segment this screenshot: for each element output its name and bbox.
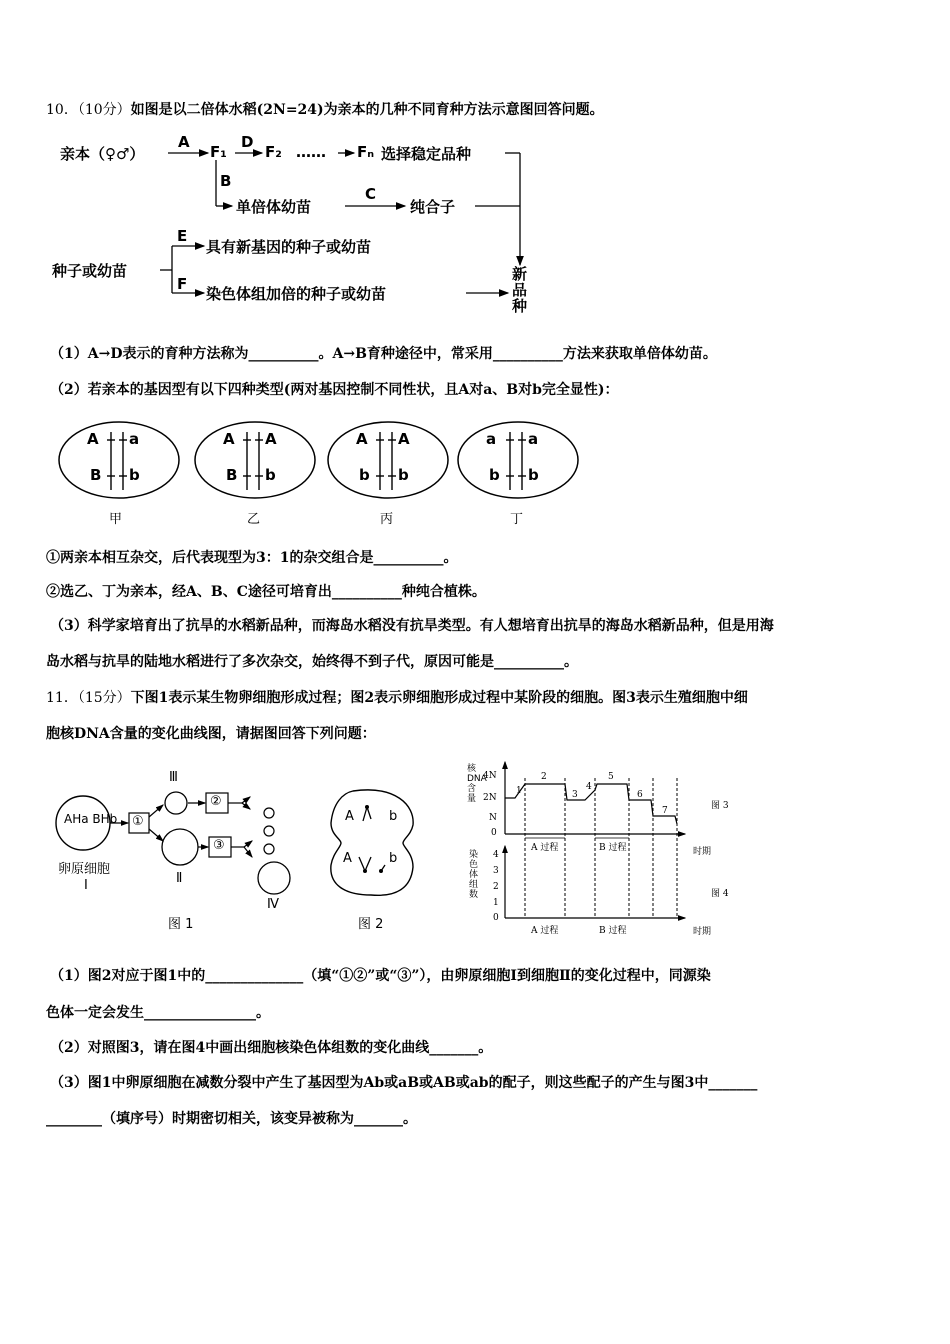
fig3-process-a: A 过程 xyxy=(531,843,559,853)
gene-top-left: a xyxy=(486,430,497,448)
label-a: A xyxy=(178,133,190,151)
label-II: Ⅱ xyxy=(176,871,183,886)
label-3: ③ xyxy=(213,838,225,853)
q10-stem: 如图是以二倍体水稻(2N=24)为亲本的几种不同育种方法示意图回答问题。 xyxy=(130,102,604,118)
breeding-arrows xyxy=(0,0,950,330)
gene-top-left: A xyxy=(87,430,99,448)
q10-sub2-2: ②选乙、丁为亲本，经A、B、C途径可培育出__________种纯合植株。 xyxy=(46,584,486,600)
fn-label: Fₙ xyxy=(357,143,375,161)
figure-2 xyxy=(325,785,425,940)
q10-number: 10． xyxy=(46,102,78,118)
gene-top-right: a xyxy=(129,430,140,448)
fig4-xlabel: 时期 xyxy=(693,927,712,937)
gene-bot-left: B xyxy=(226,466,238,484)
fig3-xlabel: 时期 xyxy=(693,847,712,857)
breeding-diagram xyxy=(0,0,950,330)
q11-sub3-line2: ________（填序号）时期密切相关，该变异被称为_______。 xyxy=(46,1111,417,1127)
stage-6: 6 xyxy=(637,790,643,800)
fig3-process-b: B 过程 xyxy=(599,843,627,853)
label-III: Ⅲ xyxy=(169,770,178,785)
fig4-ytick-2: 2 xyxy=(493,882,499,892)
gene-bot-right: b xyxy=(265,466,276,484)
cell-outline xyxy=(456,420,580,500)
gene-bot-left: b xyxy=(489,466,500,484)
cell-name: 丁 xyxy=(510,512,524,527)
cell-outline xyxy=(326,420,450,500)
gene-bot-left: B xyxy=(90,466,102,484)
q10-sub1: （1）A→D表示的育种方法称为__________。A→B育种途径中，常采用__________方法来获取单倍体幼苗。 xyxy=(50,346,717,362)
genotype-cell-jia xyxy=(57,420,181,525)
genotype-cell-yi xyxy=(193,420,317,525)
fig4-ytick-3: 3 xyxy=(493,866,499,876)
gene-bot-right: b xyxy=(528,466,539,484)
stage-3: 3 xyxy=(572,790,578,800)
doubled-label: 染色体组加倍的种子或幼苗 xyxy=(206,285,387,303)
fig3-ytick-2n: 2N xyxy=(483,793,497,803)
gene-top-left: A xyxy=(356,430,368,448)
figure-1 xyxy=(50,765,320,940)
cell-name: 甲 xyxy=(109,512,123,527)
fig4-process-b: B 过程 xyxy=(599,926,627,936)
f2-label: F₂ xyxy=(265,143,282,161)
gene-top-right: A xyxy=(265,430,277,448)
f1-label: F₁ xyxy=(210,143,227,161)
seed-label: 种子或幼苗 xyxy=(52,262,128,280)
q11-sub1-line2: 色体一定会发生________________。 xyxy=(46,1005,270,1021)
gene-bot-right: b xyxy=(398,466,409,484)
figure-1-caption: 图 1 xyxy=(168,917,194,932)
stage-5: 5 xyxy=(608,772,614,782)
q10-sub2: （2）若亲本的基因型有以下四种类型(两对基因控制不同性状，且A对a、B对b完全显性)： xyxy=(50,382,619,398)
cell-outline xyxy=(57,420,181,500)
q10-sub2-1: ①两亲本相互杂交，后代表现型为3：1的杂交组合是__________。 xyxy=(46,550,458,566)
label-I: Ⅰ xyxy=(84,878,88,893)
gene-top-left: A xyxy=(345,809,354,824)
dots-label: …… xyxy=(296,143,326,161)
gene-top-right: A xyxy=(398,430,410,448)
label-c: C xyxy=(365,185,377,203)
haploid-label: 单倍体幼苗 xyxy=(236,198,312,216)
fig3-caption: 图 3 xyxy=(711,801,729,811)
label-1: ① xyxy=(132,814,144,829)
new-variety-2: 品 xyxy=(512,281,528,299)
label-2: ② xyxy=(210,794,222,809)
stage-2: 2 xyxy=(541,772,547,782)
fig3-ytick-4n: 4N xyxy=(483,771,497,781)
stage-1: 1 xyxy=(516,786,522,796)
q11-stem-line1: 下图1表示某生物卵细胞形成过程；图2表示卵细胞形成过程中某阶段的细胞。图3表示生殖细胞中细 xyxy=(130,690,748,706)
gene-top-right: b xyxy=(389,809,398,824)
q10-sub3-line1: （3）科学家培育出了抗旱的水稻新品种，而海岛水稻没有抗旱类型。有人想培育出抗旱的海岛水稻新品种，但是用海 xyxy=(50,618,774,634)
new-variety-1: 新 xyxy=(512,265,528,283)
fig4-ytick-1: 1 xyxy=(493,898,499,908)
q10-score: （10分） xyxy=(77,102,131,118)
gene-bot-right: b xyxy=(129,466,140,484)
gene-bot-left: A xyxy=(343,851,352,866)
gene-top-right: a xyxy=(528,430,539,448)
fig4-caption: 图 4 xyxy=(711,889,729,899)
fig3-ytick-0: 0 xyxy=(491,828,497,838)
label-IV: Ⅳ xyxy=(267,897,279,912)
dividing-cell-drawing xyxy=(325,785,425,905)
q11-number: 11． xyxy=(46,690,78,706)
fig3-ytick-n: N xyxy=(489,813,497,823)
cell-outline xyxy=(193,420,317,500)
fig4-ytick-0: 0 xyxy=(493,913,499,923)
label-f: F xyxy=(177,275,188,293)
q11-sub3-line1: （3）图1中卵原细胞在减数分裂中产生了基因型为Ab或aB或AB或ab的配子，则这些配子的产生与图3中_______ xyxy=(50,1075,758,1091)
q11-stem-line2: 胞核DNA含量的变化曲线图，请据图回答下列问题： xyxy=(46,726,376,742)
cell-name: 乙 xyxy=(247,512,261,527)
label-b: B xyxy=(220,172,232,190)
cell-name: 丙 xyxy=(380,512,394,527)
new-gene-label: 具有新基因的种子或幼苗 xyxy=(206,238,372,256)
q10-sub3-line2: 岛水稻与抗旱的陆地水稻进行了多次杂交，始终得不到子代，原因可能是__________。 xyxy=(46,654,578,670)
oogonium-label: 卵原细胞 xyxy=(58,862,111,877)
q11-score: （15分） xyxy=(77,690,131,706)
label-e: E xyxy=(177,227,188,245)
fig4-ytick-4: 4 xyxy=(493,850,499,860)
gene-bot-right: b xyxy=(389,851,398,866)
stage-7: 7 xyxy=(662,806,668,816)
stage-4: 4 xyxy=(586,782,592,792)
homozygote-label: 纯合子 xyxy=(410,198,456,216)
genotype-cell-bing xyxy=(326,420,450,525)
cell-genes: AHa BHb xyxy=(64,812,118,826)
fig3-ylabel: 核DNA含量 xyxy=(467,764,487,804)
q11-sub2: （2）对照图3，请在图4中画出细胞核染色体组数的变化曲线_______。 xyxy=(50,1040,493,1056)
fig4-ylabel: 染色体组数 xyxy=(469,850,479,900)
gene-top-left: A xyxy=(223,430,235,448)
new-variety-3: 种 xyxy=(512,297,528,315)
q11-sub1-line1: （1）图2对应于图1中的______________（填“①②”或“③”），由卵原细胞Ⅰ到细胞Ⅱ的变化过程中，同源染 xyxy=(50,968,711,984)
gene-bot-left: b xyxy=(359,466,370,484)
label-d: D xyxy=(241,133,254,151)
genotype-cell-ding xyxy=(456,420,580,525)
q11-heading xyxy=(46,688,748,708)
figure-2-caption: 图 2 xyxy=(358,917,384,932)
parent-label: 亲本（♀♂） xyxy=(60,145,145,163)
fig4-process-a: A 过程 xyxy=(531,926,559,936)
select-label: 选择稳定品种 xyxy=(381,145,472,163)
figure-3-4 xyxy=(465,758,745,940)
